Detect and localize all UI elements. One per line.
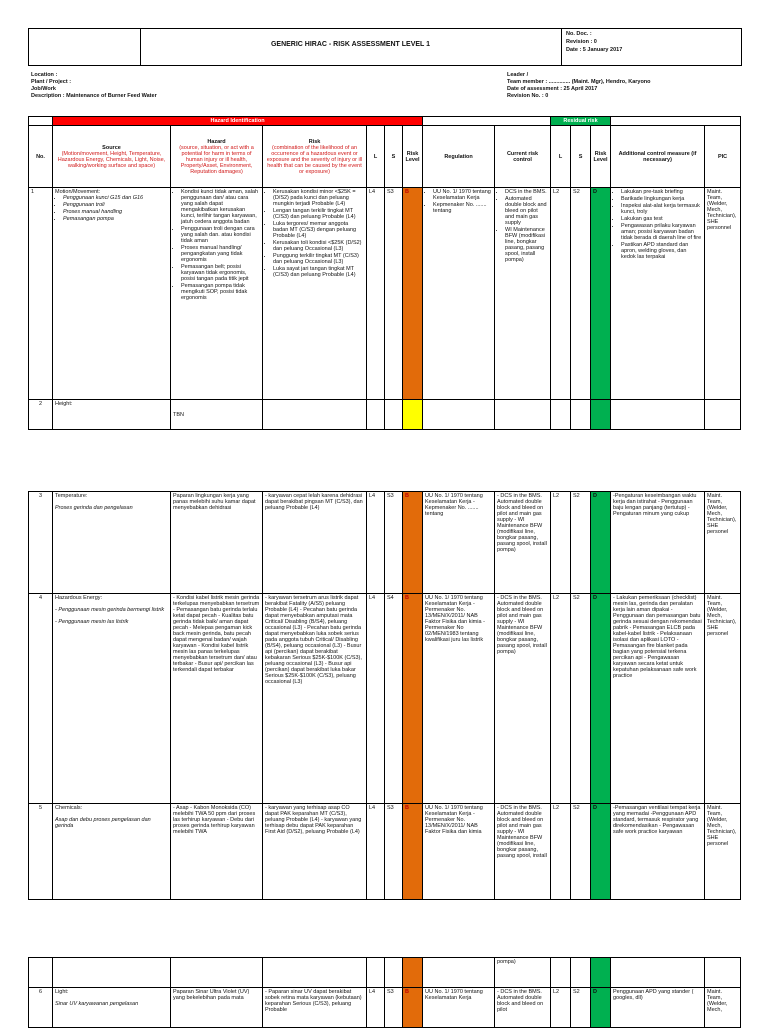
row-risk-level2 [591,958,611,988]
row-current-control: - DCS in the BMS. Automated double block and bleed on pilot [495,988,551,1028]
table-row [29,492,741,594]
row-likelihood2: L2 [551,804,571,900]
list-item: • Lakukan pre-task briefing [621,189,702,195]
meta-plant: Plant / Project : [31,79,72,85]
row-source-label: Motion/Movement: [55,189,101,195]
row-hazard: - Asap - Kabon Monoksida (CO) melebihi TWA 50 ppm dari proses las terhirup karyawan - Debu dari proses gerinda terhirup karyawan melebihi TWA [171,804,263,900]
row-current-control: pompa) [495,958,551,988]
row-current-control: - DCS in the BMS. Automated double block and bleed on pilot and main gas supply - WI Maintenance BFW (modifikasi line, bongkar pasang, pasang spool, install pompa) [495,492,551,594]
table-row [29,804,741,900]
hirac-table [28,116,741,430]
row-current-control: - DCS in the BMS. Automated double block and bleed on pilot and main gas supply - WI Maintenance BFW (modifikasi line, bongkar pasang, pasang spool, install pompa) [495,594,551,804]
meta-job: Job/Work [31,86,56,92]
risk-list [265,189,364,278]
row-severity2: S2 [571,594,591,804]
row-pic [705,400,741,430]
row-risk-level: B [403,804,423,900]
list-item-text: Proses manual handling [63,209,123,215]
source-list [55,195,168,222]
col-pic: PIC [705,126,741,188]
band-residual-risk: Residual risk [551,117,611,126]
meta-block-right [507,72,651,100]
row-no: 4 [29,594,53,804]
row-current-control [495,400,551,430]
list-item: • Lengan tangan terkilir tingkat MT (C/S3) dan peluang Probable (L4) [273,208,364,220]
row-additional: Penggunaan APD yang stander ( googles, dll) [611,988,705,1028]
row-source [53,804,171,900]
row-pic: Maint. Team, (Welder, Mech, Technician), SHE personnel [705,188,741,400]
row-likelihood: L4 [367,988,385,1028]
row-source: Height: [53,400,171,430]
row-hazard: TBN [171,400,263,430]
row-risk-level [403,400,423,430]
row-source [53,594,171,804]
row-no: 6 [29,988,53,1028]
hirac-table-continued [28,491,741,900]
row-likelihood: L4 [367,492,385,594]
table-row [29,594,741,804]
doc-number: No. Doc. : [566,31,592,37]
table-row [29,988,741,1028]
meta-description: Description : Maintenance of Burner Feed Water [31,93,157,99]
list-item: • Kerusakan kondisi minor <$25K = (D/S2) pada kunci dan peluang mungkin terjadi Probable (L4) [273,189,364,207]
column-header-row [29,126,741,188]
list-item [63,216,168,222]
row-risk-level [403,958,423,988]
additional-list [613,189,702,260]
row-severity2: S2 [571,804,591,900]
row-regulation: UU No. 1/ 1970 tentang Keselamatan Kerja - Permenaker No. 13/MEN/X/2011/ NAB Faktor Fisika dan kimia [423,804,495,900]
row-hazard: Paparan Sinar Ultra Violet (UV) yang bekelebihan pada mata [171,988,263,1028]
row-severity2: S2 [571,188,591,400]
list-item: • Kondisi kunci tidak aman, salah penggunaan dan/ atau cara yang salah dapat mengakibatkan kerusakan kunci, terlihir tangan karyawan, jatuh cedera anggota badan [181,189,260,225]
band-spacer [29,117,53,126]
list-item-text: Penggunaan kunci G15 dan G16 [63,195,144,201]
meta-team: Team member : .............. (Maint. Mgr), Hendro, Karyono [507,79,651,85]
row-no: 2 [29,400,53,430]
row-source [53,188,171,400]
document-date: Date : 5 January 2017 [566,47,623,53]
table-row [29,188,741,400]
regulation-list [425,189,492,214]
list-item: • DCS in the BMS. [505,189,548,195]
row-pic: Maint. Team, (Welder, Mech, Technician), SHE personel [705,804,741,900]
list-item: • Barikade lingkungan kerja [621,196,702,202]
row-likelihood: L4 [367,188,385,400]
row-severity2 [571,958,591,988]
col-hazard-desc: (source, situation, or act with a potential for harm in terms of human injury or ill health, Property/Asset, Environment, Reputation damages) [179,144,254,175]
row-additional [611,400,705,430]
band-hazard-identification: Hazard Identification [53,117,423,126]
row-source-detail: Sinar UV karyawanan pengelasan [55,1001,139,1007]
row-severity [385,958,403,988]
row-no: 1 [29,188,53,400]
row-risk [263,400,367,430]
row-severity: S3 [385,804,403,900]
row-likelihood2: L2 [551,594,571,804]
row-additional: -Pengaturan keseimbangan waktu kerja dan istirahat - Penggunaan baju lengan panjang (tertutup) - Pengaturan minum yang cukup [611,492,705,594]
row-pic: Maint. Team, (Welder, Mech, [705,988,741,1028]
row-likelihood [367,400,385,430]
col-s: S [385,126,403,188]
row-source-detail-2: - Penggunaan mesin las listrik [55,619,129,625]
row-likelihood: L4 [367,594,385,804]
row-source-label: Chemicals: [55,805,83,811]
row-severity: S3 [385,188,403,400]
col-no: No. [29,126,53,188]
revision: Revision : 0 [566,39,597,45]
row-regulation: UU No. 1/ 1970 tentang Keselamatan Kerja -Kepmenaker No. ....... tentang [423,492,495,594]
list-item: • Pemasangan belt; posisi karyawan tidak ergonomis, posisi tangan pada titik jepit [181,264,260,282]
list-item: • Luka tergores/ memar anggota badan MT (C/S3) dengan peluang Probable (L4) [273,221,364,239]
meta-leader: Leader / [507,72,529,78]
row-severity2 [571,400,591,430]
row-regulation [423,188,495,400]
row-current-control [495,188,551,400]
col-current-control: Current risk control [495,126,551,188]
list-item-text: Pemasangan pompa [63,216,114,222]
list-item [63,209,168,215]
list-item: • Automated double block and bleed on pilot and main gas supply [505,196,548,226]
row-risk-level2: D [591,594,611,804]
row-additional [611,188,705,400]
col-l2: L [551,126,571,188]
meta-date-assessment: Date of assessment : 25 April 2017 [507,86,598,92]
row-risk [263,188,367,400]
row-severity2: S2 [571,988,591,1028]
col-risk [263,126,367,188]
meta-revision-no: Revision No. : 0 [507,93,549,99]
row-risk-level2 [591,400,611,430]
meta-block-left [31,72,157,100]
row-risk-level: B [403,988,423,1028]
col-source-label: Source [102,144,121,151]
row-source [53,988,171,1028]
band-row [29,117,741,126]
control-list [497,189,548,263]
row-additional [611,958,705,988]
row-no: 3 [29,492,53,594]
row-source-detail: Proses gerinda dan pengelasan [55,505,133,511]
list-item: • Lakukan gas test [621,216,702,222]
row-likelihood2: L2 [551,492,571,594]
row-hazard: Paparan lingkungan kerja yang panas melebihi suhu kamar dapat menyebabkan dehidrasi [171,492,263,594]
col-regulation: Regulation [423,126,495,188]
row-regulation [423,400,495,430]
row-source-label: Temperature: [55,493,88,499]
row-likelihood2 [551,400,571,430]
row-current-control: - DCS in the BMS. Automated double block and bleed on pilot and main gas supply - WI Maintenance BFW (modifikasi line, bongkar pasang, pasang spool, install [495,804,551,900]
row-risk [263,958,367,988]
row-risk-level: B [403,594,423,804]
row-source-label: Light: [55,989,69,995]
hazard-list [173,189,260,301]
col-hazard-label: Hazard [207,138,226,145]
col-risk-label: Risk [308,138,321,145]
row-pic: Maint. Team, (Welder, Mech, Technician), SHE personel [705,492,741,594]
row-no: 5 [29,804,53,900]
hirac-table-page3 [28,957,741,1028]
row-no [29,958,53,988]
row-likelihood2: L2 [551,188,571,400]
band-mid-spacer [423,117,551,126]
list-item: • Punggung terkilir tingkat MT (C/S3) dan peluang Occasional (L3) [273,253,364,265]
row-regulation: UU No. 1/ 1970 tentang Keselamatan Kerja - Permenaker No. 13/MEN/X/2011/ NAB Faktor Fisika dan kimia -Permenaker No 02/MEN/1983 tentang kwalifikasi juru las listrik [423,594,495,804]
list-item: • Proses manual handling/ pengangkatan yang tidak ergonomis [181,245,260,263]
row-risk-level2: D [591,492,611,594]
list-item [63,202,168,208]
list-item-text: Penggunaan troli [63,202,105,208]
band-end-spacer [611,117,741,126]
row-likelihood2: L2 [551,988,571,1028]
row-severity: S4 [385,594,403,804]
col-additional: Additional control measure (if necessary) [611,126,705,188]
row-regulation [423,958,495,988]
row-source [53,958,171,988]
row-hazard: - Kondisi kabel listrik mesin gerinda terkelupas menyebabkan tersetrum - Pemasangan batu gerinda terlalu ketat dapat pecah - Kualitas batu gerinda tidak baik/ aman dapat pecah - Melepas pengaman kick back mesin gerinda, batu pecah dapat mengenai badan/ wajah karyawan - Kondisi kabel listrik mesin las panas terkelupas menyebabkan tersetrum dan/ atau terbakar - Busur api/ percikan las terkendali dapat terbakar [171,594,263,804]
row-additional: -Pemasangan ventilasi tempat kerja yang memadai -Penggunaan APD standard, termasuk respirator yang direkomendasikan - Pengawasan safe work practice karyawan [611,804,705,900]
row-risk-level2: D [591,188,611,400]
row-pic [705,958,741,988]
document-title: GENERIC HIRAC - RISK ASSESSMENT LEVEL 1 [270,41,431,48]
list-item: • Penggunaan troli dengan cara yang salah dan. atau kondisi tidak aman [181,226,260,244]
row-risk-level: B [403,492,423,594]
list-item: • Luka sayat jari tangan tingkat MT (C/S3) dan peluang Probable (L4) [273,266,364,278]
row-risk: - Paparan sinar UV dapat berakibat sobek retina mata karyawan (kebutaan) keparahan Serious (C/S3), peluang Probable [263,988,367,1028]
list-item: • Pengawasan prilaku karyawan aman; posisi karyawan badan tidak berada di daerah line of fire [621,223,702,241]
row-source-detail: Asap dan debu proses pengelasan dan gerinda [55,817,151,829]
col-risk-desc: (combination of the likelihood of an occurrence of a hazardous event or exposure and the severity of injury or ill health that can be caused by the event or exposure) [266,144,363,175]
row-hazard [171,958,263,988]
col-hazard [171,126,263,188]
col-risk-level: Risk Level [403,126,423,188]
row-source-detail: - Penggunaan mesin gerinda bermengi listrik [55,607,165,613]
row-risk: - karyawan tersetrum arus listrik dapat berakibat Fatality (A/S5) peluang Probable (L4) - Pecahan batu gerinda dapat menyebabkan amputasi mata Critical/ Disabling (B/S4), peluang occasional (L3) - Pecahan batu gerinda dapat menyebabkan luka sobek serius pada anggota tubuh Critical/ Disabling (B/S4), peluang occasional (L3) - Busur api (percikan) dapat berakibat kebakaran Serious $25K-$100K (C/S3), peluang occasional (L3) - Busur api (percikan) dapat berakibat luka bakar Serious $25K-$100K (C/S3), peluang occasional (L3) [263,594,367,804]
row-likelihood2 [551,958,571,988]
meta-location: Location : [31,72,58,78]
list-item: • WI Maintenance BFW (modifikasi line, bongkar pasang, pasang spool, install pompa) [505,227,548,263]
row-source [53,492,171,594]
col-source-desc: (Motion/movement, Height, Temperature, Hazardous Energy, Chemicals, Light, Noise, walking/working surface and space) [57,150,166,169]
list-item [63,195,168,201]
col-s2: S [571,126,591,188]
list-item: • UU No. 1/ 1970 tentang Keselamatan Kerja [433,189,492,201]
list-item: • Pastikan APD standard dan apron, welding gloves, dan kedok las terpakai [621,242,702,260]
row-severity [385,400,403,430]
list-item: • Pemasangan pompa tidak mengikuti SOP, posisi tidak ergonomis [181,283,260,301]
row-likelihood: L4 [367,804,385,900]
row-additional: - Lakukan pemeriksaan (checklist) mesin las, gerinda dan peralatan kerja lain aman dipakai - Penggunaan dan pemasangan batu gerinda sesuai dengan rekomendasi pabrik - Pemasangan ELCB pada kabel-kabel listrik - Pelaksanaan isolasi dan aplikasi LOTO - Pemasangan fire blanket pada bagian yang potensial terkena percikan api - Pengawasan karyawan secara ketat untuk kepatuhan pelaksanaan safe work practice [611,594,705,804]
row-severity: S3 [385,988,403,1028]
table-row [29,400,741,430]
title-divider-right [561,28,562,65]
table-row [29,958,741,988]
row-risk-level: B [403,188,423,400]
row-risk-level2: D [591,988,611,1028]
row-hazard [171,188,263,400]
row-risk: - karyawan yang terhisap asap CO dapat PAK keparahan MT (C/S3), peluang Probable (L4) - karyawan yang terhisap debu dapat PAK keparahan First Aid (D/S2), peluang Probable (L4) [263,804,367,900]
col-source [53,126,171,188]
row-regulation: UU No. 1/ 1970 tentang Keselamatan Kerja [423,988,495,1028]
col-l: L [367,126,385,188]
row-source-label: Hazardous Energy: [55,595,103,601]
row-risk-level2: D [591,804,611,900]
list-item: • Kerusakan toli kondisi <$25K (D/S2) dan peluang Occasional (L3) [273,240,364,252]
row-pic: Maint. Team, (Welder, Mech, Technician), SHE personel [705,594,741,804]
list-item: • Kepmenaker No. ....... tentang [433,202,492,214]
col-risk-level2: Risk Level [591,126,611,188]
row-severity2: S2 [571,492,591,594]
row-risk: - karyawan cepat lelah karena dehidrasi dapat berakibat pingsan MT (C/S3), dan peluang Probable (L4) [263,492,367,594]
row-severity: S3 [385,492,403,594]
row-likelihood [367,958,385,988]
list-item: • Inspeksi alat-alat kerja termasuk kunci, troly [621,203,702,215]
